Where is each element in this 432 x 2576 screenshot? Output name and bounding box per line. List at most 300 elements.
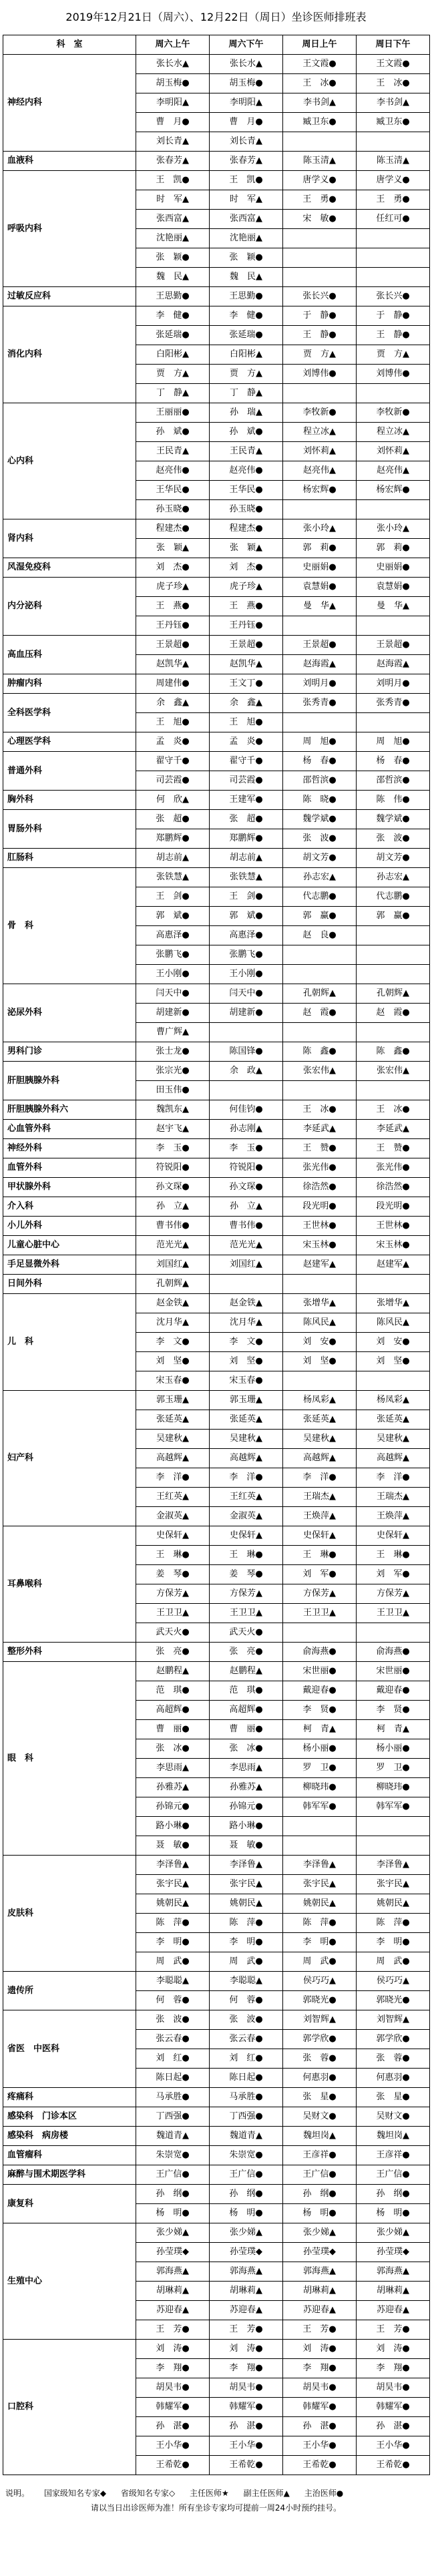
doctor-cell bbox=[357, 500, 430, 519]
doctor-cell: 张 冰● bbox=[210, 1739, 283, 1759]
doctor-cell: 柳晓玮● bbox=[283, 1778, 357, 1797]
doctor-cell bbox=[283, 1836, 357, 1856]
legend-label: 主治医师 bbox=[304, 2489, 337, 2498]
appointment-note: 请以当日出诊医师为准！所有坐诊专家均可提前一周24小时预约挂号。 bbox=[90, 2503, 342, 2513]
doctor-cell: 王 琳● bbox=[283, 1546, 357, 1565]
doctor-cell bbox=[283, 1023, 357, 1042]
doctor-cell: 曹书伟● bbox=[136, 1217, 210, 1236]
doctor-cell: 李 翔● bbox=[136, 2359, 210, 2378]
doctor-cell: 李 洋● bbox=[283, 1468, 357, 1488]
doctor-cell: 何 蓉● bbox=[210, 1991, 283, 2010]
doctor-cell: 韩军军● bbox=[283, 1797, 357, 1817]
doctor-cell: 王 凯● bbox=[210, 171, 283, 190]
doctor-cell: 高超辉● bbox=[210, 1701, 283, 1720]
doctor-cell: 孙 斌● bbox=[210, 423, 283, 442]
doctor-cell: 李 文● bbox=[210, 1333, 283, 1352]
department-name: 血管瘤科 bbox=[3, 2146, 136, 2165]
doctor-cell: 郭 莉● bbox=[357, 539, 430, 558]
doctor-cell: 宋玉林● bbox=[357, 1236, 430, 1255]
doctor-cell: 张延瑞● bbox=[136, 326, 210, 345]
doctor-cell: 胡昊韦● bbox=[357, 2378, 430, 2398]
doctor-cell: 李 洋● bbox=[357, 1468, 430, 1488]
doctor-cell: 陈 伟● bbox=[357, 791, 430, 810]
doctor-cell: 张 冰● bbox=[136, 1739, 210, 1759]
doctor-cell: 刘国红▲ bbox=[136, 1255, 210, 1275]
doctor-cell: 程建杰● bbox=[210, 519, 283, 539]
doctor-cell: 郭学欣● bbox=[357, 2030, 430, 2049]
doctor-cell: 程建杰● bbox=[136, 519, 210, 539]
doctor-cell: 王红英▲ bbox=[136, 1488, 210, 1507]
department-name: 普通外科 bbox=[3, 752, 136, 791]
doctor-cell: 杨宏辉● bbox=[357, 481, 430, 500]
doctor-cell: 金淑英▲ bbox=[136, 1507, 210, 1526]
doctor-cell: 苏迎春▲ bbox=[283, 2301, 357, 2320]
doctor-cell: 王 冰● bbox=[357, 74, 430, 93]
doctor-cell: 姚朝民▲ bbox=[210, 1894, 283, 1914]
doctor-cell: 曹 月● bbox=[210, 113, 283, 132]
doctor-cell: 孙 湛● bbox=[136, 2417, 210, 2436]
doctor-cell: 孙雅苏▲ bbox=[210, 1778, 283, 1797]
doctor-cell: 王焕萍▲ bbox=[283, 1507, 357, 1526]
doctor-cell: 魏道青▲ bbox=[136, 2127, 210, 2146]
doctor-cell: 王思勤● bbox=[136, 287, 210, 306]
doctor-cell bbox=[283, 1081, 357, 1100]
doctor-cell: 何惠羽● bbox=[283, 2069, 357, 2088]
doctor-cell: 张 波● bbox=[357, 829, 430, 849]
doctor-cell: 苏迎春▲ bbox=[136, 2301, 210, 2320]
department-name: 生殖中心 bbox=[3, 2223, 136, 2340]
doctor-cell: 王 芳● bbox=[136, 2320, 210, 2340]
doctor-cell: 杨凤彩▲ bbox=[283, 1391, 357, 1410]
doctor-cell bbox=[357, 1817, 430, 1836]
doctor-cell: 袁慧娟● bbox=[283, 578, 357, 597]
department-name: 男科门诊 bbox=[3, 1042, 136, 1062]
doctor-cell: 王 旭● bbox=[210, 713, 283, 732]
doctor-cell: 郭 赢● bbox=[357, 907, 430, 926]
doctor-cell: 张 颖● bbox=[210, 248, 283, 268]
doctor-cell: 陈日起● bbox=[210, 2069, 283, 2088]
doctor-cell: 吴建秋▲ bbox=[210, 1430, 283, 1449]
doctor-cell: 高惠泽● bbox=[210, 926, 283, 945]
legend-symbol: ▲ bbox=[283, 2489, 290, 2498]
department-name: 胸外科 bbox=[3, 791, 136, 810]
doctor-cell: 韩耀军● bbox=[283, 2398, 357, 2417]
doctor-cell: 王华民● bbox=[136, 481, 210, 500]
doctor-cell: 李 健● bbox=[136, 306, 210, 326]
department-name: 妇产科 bbox=[3, 1391, 136, 1526]
doctor-cell: 陈玉清▲ bbox=[283, 152, 357, 171]
header-sunday-afternoon: 周日下午 bbox=[357, 35, 430, 55]
doctor-cell: 胡文芳● bbox=[357, 849, 430, 868]
doctor-cell: 王小刚● bbox=[210, 965, 283, 984]
doctor-cell: 张秀青● bbox=[283, 694, 357, 713]
doctor-cell: 赵凯华▲ bbox=[136, 655, 210, 674]
department-name: 高血压科 bbox=[3, 636, 136, 674]
doctor-cell: 张云春● bbox=[136, 2030, 210, 2049]
doctor-cell: 张云春● bbox=[210, 2030, 283, 2049]
doctor-cell: 张鹏飞● bbox=[136, 945, 210, 965]
doctor-cell: 孙锦元● bbox=[136, 1797, 210, 1817]
doctor-cell: 吴财文● bbox=[283, 2107, 357, 2127]
doctor-cell: 张小玲▲ bbox=[357, 519, 430, 539]
doctor-cell: 张延英▲ bbox=[136, 1410, 210, 1430]
doctor-cell: 虎子珍▲ bbox=[136, 578, 210, 597]
doctor-cell: 陈 鑫● bbox=[283, 1042, 357, 1062]
doctor-cell: 周 武● bbox=[357, 1952, 430, 1972]
doctor-cell: 刘 涛● bbox=[136, 2340, 210, 2359]
doctor-cell: 范光光▲ bbox=[210, 1236, 283, 1255]
doctor-cell: 张延英▲ bbox=[357, 1410, 430, 1430]
doctor-cell: 孙 纲● bbox=[283, 2185, 357, 2204]
doctor-cell bbox=[283, 384, 357, 403]
doctor-cell: 贾 方▲ bbox=[283, 345, 357, 365]
doctor-cell: 赵 霞● bbox=[283, 1004, 357, 1023]
doctor-cell bbox=[283, 229, 357, 248]
doctor-cell: 郭海燕▲ bbox=[210, 2262, 283, 2282]
doctor-cell: 张西富▲ bbox=[136, 210, 210, 229]
doctor-cell: 白阳彬▲ bbox=[136, 345, 210, 365]
doctor-cell: 张小玲▲ bbox=[283, 519, 357, 539]
doctor-cell: 韩军军● bbox=[357, 1797, 430, 1817]
doctor-cell: 苏迎春▲ bbox=[357, 2301, 430, 2320]
doctor-cell: 赵凯华▲ bbox=[210, 655, 283, 674]
doctor-cell: 曹书伟● bbox=[210, 1217, 283, 1236]
doctor-cell: 张 颖▲ bbox=[210, 539, 283, 558]
doctor-cell: 李聪聪▲ bbox=[136, 1972, 210, 1991]
doctor-cell: 刘 安● bbox=[283, 1333, 357, 1352]
doctor-cell: 陈国锋● bbox=[210, 1042, 283, 1062]
doctor-cell: 俞海燕● bbox=[283, 1643, 357, 1662]
doctor-cell: 沈艳丽▲ bbox=[136, 229, 210, 248]
doctor-cell: 周 武● bbox=[283, 1952, 357, 1972]
doctor-cell: 郭学欣● bbox=[283, 2030, 357, 2049]
department-name: 感染科 病房楼 bbox=[3, 2127, 136, 2146]
doctor-cell: 方保芳▲ bbox=[136, 1584, 210, 1604]
doctor-cell: 宋世丽● bbox=[357, 1662, 430, 1681]
doctor-cell: 刘 涛● bbox=[357, 2340, 430, 2359]
doctor-cell: 贾 方▲ bbox=[210, 365, 283, 384]
doctor-cell: 张延英▲ bbox=[210, 1410, 283, 1430]
department-name: 心血管外科 bbox=[3, 1120, 136, 1139]
doctor-cell: 张铁慧▲ bbox=[210, 868, 283, 887]
doctor-cell: 范光光▲ bbox=[136, 1236, 210, 1255]
doctor-cell: 刘 坚● bbox=[210, 1352, 283, 1371]
doctor-cell: 贾 方▲ bbox=[136, 365, 210, 384]
doctor-cell: 赵海霞▲ bbox=[283, 655, 357, 674]
doctor-cell: 姚朝民▲ bbox=[357, 1894, 430, 1914]
doctor-cell bbox=[283, 713, 357, 732]
doctor-cell: 杨 春● bbox=[357, 752, 430, 771]
doctor-cell: 宋玉春● bbox=[210, 1371, 283, 1391]
doctor-cell: 高越辉▲ bbox=[357, 1449, 430, 1468]
doctor-cell: 宋玉春● bbox=[136, 1371, 210, 1391]
doctor-cell: 孔朝辉▲ bbox=[283, 984, 357, 1004]
doctor-cell: 王 琳● bbox=[136, 1546, 210, 1565]
legend-label: 主任医师 bbox=[190, 2489, 222, 2498]
doctor-cell: 李延武▲ bbox=[283, 1120, 357, 1139]
doctor-cell: 张西富▲ bbox=[210, 210, 283, 229]
doctor-cell: 胡建新● bbox=[210, 1004, 283, 1023]
department-name: 泌尿外科 bbox=[3, 984, 136, 1042]
doctor-cell: 沈月华▲ bbox=[136, 1313, 210, 1333]
doctor-cell: 王 剑● bbox=[210, 887, 283, 907]
doctor-cell: 赵 良● bbox=[283, 926, 357, 945]
doctor-cell: 赵宇飞▲ bbox=[136, 1120, 210, 1139]
doctor-cell bbox=[357, 384, 430, 403]
doctor-cell: 高越辉▲ bbox=[210, 1449, 283, 1468]
doctor-cell: 史丽娟● bbox=[357, 558, 430, 578]
doctor-cell: 陈 萍● bbox=[210, 1914, 283, 1933]
doctor-cell: 赵建军▲ bbox=[357, 1255, 430, 1275]
doctor-cell: 代志鹏● bbox=[357, 887, 430, 907]
doctor-cell: 王 芳● bbox=[210, 2320, 283, 2340]
doctor-cell: 戴迎春● bbox=[357, 1681, 430, 1701]
doctor-cell: 刘明月● bbox=[357, 674, 430, 694]
doctor-cell: 武天火● bbox=[210, 1623, 283, 1643]
doctor-cell bbox=[357, 965, 430, 984]
doctor-cell: 臧卫东● bbox=[357, 113, 430, 132]
doctor-cell: 程立冰▲ bbox=[283, 423, 357, 442]
doctor-cell: 曹 丽● bbox=[136, 1720, 210, 1739]
doctor-cell: 张宇民▲ bbox=[136, 1875, 210, 1894]
doctor-cell: 赵亮伟● bbox=[136, 461, 210, 481]
doctor-cell: 胡志前▲ bbox=[136, 849, 210, 868]
doctor-cell: 曹广辉▲ bbox=[136, 1023, 210, 1042]
doctor-cell: 张宏伟▲ bbox=[357, 1062, 430, 1081]
doctor-cell: 杨 春● bbox=[283, 752, 357, 771]
doctor-cell: 杨小丽● bbox=[357, 1739, 430, 1759]
doctor-cell: 李明阳▲ bbox=[136, 93, 210, 113]
doctor-cell: 罗 卫● bbox=[283, 1759, 357, 1778]
doctor-cell: 司芸霞● bbox=[136, 771, 210, 791]
doctor-cell: 高超辉● bbox=[136, 1701, 210, 1720]
doctor-cell: 刘长青▲ bbox=[210, 132, 283, 152]
department-name: 肛肠科 bbox=[3, 849, 136, 868]
doctor-cell: 刘 坚● bbox=[283, 1352, 357, 1371]
doctor-cell: 曼 华▲ bbox=[283, 597, 357, 616]
legend-national-expert bbox=[44, 2489, 106, 2498]
doctor-cell: 李思雨▲ bbox=[136, 1759, 210, 1778]
doctor-cell: 贾 方▲ bbox=[357, 345, 430, 365]
doctor-cell: 李 洋● bbox=[136, 1468, 210, 1488]
doctor-cell: 孙 纲● bbox=[357, 2185, 430, 2204]
doctor-cell: 陈日起● bbox=[136, 2069, 210, 2088]
doctor-cell: 吴建秋▲ bbox=[357, 1430, 430, 1449]
doctor-cell: 胡玉梅● bbox=[136, 74, 210, 93]
doctor-cell: 张延瑞● bbox=[210, 326, 283, 345]
doctor-cell: 李泽鲁▲ bbox=[136, 1856, 210, 1875]
doctor-cell: 李书剑▲ bbox=[283, 93, 357, 113]
legend-prefix: 说明。 bbox=[5, 2489, 30, 2498]
doctor-cell: 王希乾● bbox=[210, 2456, 283, 2475]
doctor-cell: 刘国红▲ bbox=[210, 1255, 283, 1275]
doctor-cell: 王 凯● bbox=[136, 171, 210, 190]
doctor-cell: 李泽鲁▲ bbox=[210, 1856, 283, 1875]
doctor-cell: 王丹钰● bbox=[136, 616, 210, 636]
legend-label: 副主任医师 bbox=[243, 2489, 284, 2498]
department-name: 儿 科 bbox=[3, 1294, 136, 1391]
doctor-cell: 陈 萍● bbox=[283, 1914, 357, 1933]
doctor-cell: 臧卫东● bbox=[283, 113, 357, 132]
doctor-cell: 虎子珍▲ bbox=[210, 578, 283, 597]
doctor-cell: 孙文琛● bbox=[136, 1178, 210, 1197]
doctor-cell: 王景超● bbox=[283, 636, 357, 655]
doctor-cell: 吴建秋▲ bbox=[283, 1430, 357, 1449]
legend-associate-chief-physician bbox=[244, 2489, 290, 2498]
legend-symbol: ◇ bbox=[168, 2489, 176, 2498]
doctor-cell: 王丽丽● bbox=[136, 403, 210, 423]
doctor-cell: 邵哲滨● bbox=[283, 771, 357, 791]
doctor-cell: 王文丁● bbox=[210, 674, 283, 694]
doctor-cell: 张士龙● bbox=[136, 1042, 210, 1062]
doctor-cell: 张光伟● bbox=[357, 1158, 430, 1178]
doctor-cell: 张增华▲ bbox=[283, 1294, 357, 1313]
doctor-cell: 周 旭● bbox=[357, 732, 430, 752]
doctor-cell: 陈 萍● bbox=[357, 1914, 430, 1933]
doctor-cell: 高惠泽● bbox=[136, 926, 210, 945]
doctor-cell: 王小华● bbox=[210, 2436, 283, 2456]
doctor-cell: 王 燕● bbox=[210, 597, 283, 616]
doctor-cell: 孙玉晓● bbox=[136, 500, 210, 519]
doctor-cell: 聂 敏● bbox=[210, 1836, 283, 1856]
doctor-cell: 张少娣▲ bbox=[136, 2223, 210, 2243]
doctor-cell: 王小华● bbox=[357, 2436, 430, 2456]
doctor-cell: 孙雅苏▲ bbox=[136, 1778, 210, 1797]
doctor-cell: 刘 坚● bbox=[357, 1352, 430, 1371]
doctor-cell: 李牧新● bbox=[283, 403, 357, 423]
doctor-cell: 胡琳莉▲ bbox=[136, 2282, 210, 2301]
doctor-cell: 王景超● bbox=[357, 636, 430, 655]
doctor-cell: 孙莹璞◆ bbox=[210, 2243, 283, 2262]
department-name: 麻醉与围术期医学科 bbox=[3, 2165, 136, 2185]
doctor-cell bbox=[357, 132, 430, 152]
doctor-cell: 魏 民▲ bbox=[136, 268, 210, 287]
department-name: 心理医学科 bbox=[3, 732, 136, 752]
doctor-cell: 王 剑● bbox=[136, 887, 210, 907]
doctor-cell: 杨 明● bbox=[210, 2204, 283, 2223]
doctor-cell: 宋世丽● bbox=[283, 1662, 357, 1681]
doctor-cell: 王 冰● bbox=[283, 1100, 357, 1120]
doctor-cell: 徐浩然● bbox=[357, 1178, 430, 1197]
doctor-cell: 张春芳▲ bbox=[210, 152, 283, 171]
doctor-cell: 李 洋● bbox=[210, 1468, 283, 1488]
doctor-cell bbox=[210, 1023, 283, 1042]
doctor-cell: 周 武● bbox=[136, 1952, 210, 1972]
doctor-cell: 张 蓉● bbox=[357, 2049, 430, 2069]
doctor-cell: 吴建秋▲ bbox=[136, 1430, 210, 1449]
doctor-cell: 闫天中● bbox=[136, 984, 210, 1004]
doctor-cell: 陈 晓● bbox=[283, 791, 357, 810]
doctor-cell: 聂 敏● bbox=[136, 1836, 210, 1856]
doctor-cell: 韩耀军● bbox=[357, 2398, 430, 2417]
legend-attending-physician bbox=[304, 2489, 344, 2498]
doctor-cell: 王小华● bbox=[136, 2436, 210, 2456]
department-name: 全科医学科 bbox=[3, 694, 136, 732]
doctor-cell: 丁西强● bbox=[210, 2107, 283, 2127]
doctor-cell: 司芸霞● bbox=[210, 771, 283, 791]
doctor-cell: 王广信● bbox=[210, 2165, 283, 2185]
doctor-cell: 张宗光● bbox=[136, 1062, 210, 1081]
doctor-cell: 胡文芳● bbox=[283, 849, 357, 868]
doctor-cell: 赵建军▲ bbox=[283, 1255, 357, 1275]
doctor-cell: 张 亮● bbox=[210, 1643, 283, 1662]
schedule-table bbox=[3, 35, 430, 2475]
department-name: 血液科 bbox=[3, 152, 136, 171]
doctor-cell: 王 勇● bbox=[357, 190, 430, 210]
doctor-cell bbox=[357, 1836, 430, 1856]
doctor-cell: 胡琳莉▲ bbox=[210, 2282, 283, 2301]
doctor-cell bbox=[357, 1081, 430, 1100]
doctor-cell: 符锐阳● bbox=[136, 1158, 210, 1178]
doctor-cell: 魏学斌● bbox=[357, 810, 430, 829]
doctor-cell: 魏道青▲ bbox=[210, 2127, 283, 2146]
doctor-cell: 李 翔● bbox=[210, 2359, 283, 2378]
doctor-cell: 赵金铁▲ bbox=[136, 1294, 210, 1313]
doctor-cell: 李思雨▲ bbox=[210, 1759, 283, 1778]
doctor-cell: 刘怀莉▲ bbox=[283, 442, 357, 461]
doctor-cell: 王民青▲ bbox=[210, 442, 283, 461]
doctor-cell: 李 翔● bbox=[283, 2359, 357, 2378]
doctor-cell: 张 亮● bbox=[136, 1643, 210, 1662]
doctor-cell: 王世林● bbox=[283, 1217, 357, 1236]
doctor-cell bbox=[210, 1081, 283, 1100]
doctor-cell: 王景超● bbox=[136, 636, 210, 655]
doctor-cell: 柯 青▲ bbox=[283, 1720, 357, 1739]
doctor-cell: 曹 丽● bbox=[210, 1720, 283, 1739]
doctor-cell: 郭海燕▲ bbox=[357, 2262, 430, 2282]
doctor-cell: 王小刚● bbox=[136, 965, 210, 984]
doctor-cell bbox=[357, 268, 430, 287]
department-name: 耳鼻喉科 bbox=[3, 1526, 136, 1643]
doctor-cell: 刘 安● bbox=[357, 1333, 430, 1352]
doctor-cell: 罗 卫● bbox=[357, 1759, 430, 1778]
doctor-cell: 王民青▲ bbox=[136, 442, 210, 461]
department-name: 康复科 bbox=[3, 2185, 136, 2223]
doctor-cell: 于 静● bbox=[283, 306, 357, 326]
doctor-cell: 史保轩▲ bbox=[283, 1526, 357, 1546]
department-name: 省医 中医科 bbox=[3, 2010, 136, 2088]
doctor-cell: 时 军▲ bbox=[210, 190, 283, 210]
doctor-cell: 胡琳莉▲ bbox=[283, 2282, 357, 2301]
doctor-cell: 张 波● bbox=[283, 829, 357, 849]
doctor-cell: 郭晓光● bbox=[357, 1991, 430, 2010]
header-department: 科 室 bbox=[3, 35, 136, 55]
doctor-cell: 郭晓光● bbox=[283, 1991, 357, 2010]
doctor-cell: 孙 立▲ bbox=[136, 1197, 210, 1217]
doctor-cell: 丁 静▲ bbox=[210, 384, 283, 403]
doctor-cell: 张长水▲ bbox=[210, 55, 283, 74]
doctor-cell bbox=[357, 1275, 430, 1294]
doctor-cell: 郭 斌● bbox=[210, 907, 283, 926]
doctor-cell: 张 蓉● bbox=[283, 2049, 357, 2069]
doctor-cell: 陈 萍● bbox=[136, 1914, 210, 1933]
department-name: 感染科 门诊本区 bbox=[3, 2107, 136, 2127]
doctor-cell: 王 琳● bbox=[210, 1546, 283, 1565]
doctor-cell: 杨 明● bbox=[283, 2204, 357, 2223]
doctor-cell: 张 超● bbox=[136, 810, 210, 829]
doctor-cell bbox=[357, 1023, 430, 1042]
doctor-cell: 魏坦岗▲ bbox=[283, 2127, 357, 2146]
doctor-cell: 王世林● bbox=[357, 1217, 430, 1236]
doctor-cell: 王广信● bbox=[136, 2165, 210, 2185]
doctor-cell: 赵鹏程▲ bbox=[136, 1662, 210, 1681]
doctor-cell: 王丹钰● bbox=[210, 616, 283, 636]
doctor-cell: 郭玉珊▲ bbox=[210, 1391, 283, 1410]
doctor-cell: 王瑞杰▲ bbox=[357, 1488, 430, 1507]
doctor-cell: 金淑英▲ bbox=[210, 1507, 283, 1526]
doctor-cell: 郭海燕▲ bbox=[283, 2262, 357, 2282]
doctor-cell: 孙 湛● bbox=[357, 2417, 430, 2436]
